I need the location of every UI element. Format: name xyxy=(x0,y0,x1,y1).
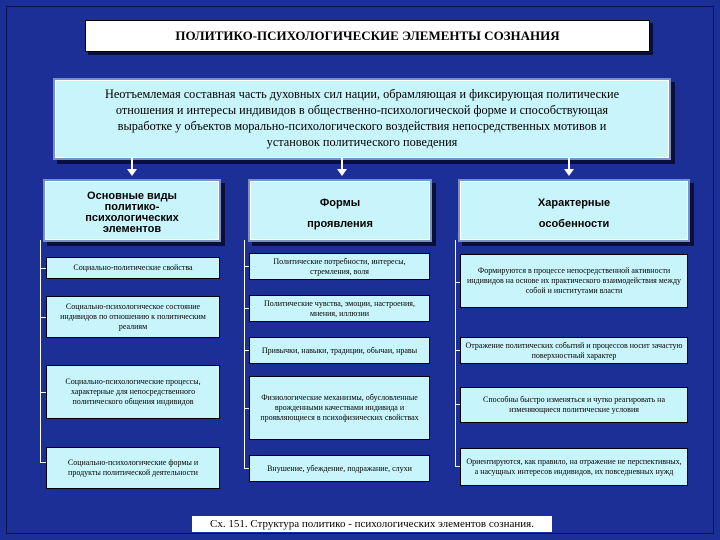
connector xyxy=(455,240,456,466)
arrow-down-icon xyxy=(337,169,347,176)
form-box: Физиологические механизмы, обусловленные врожденными качествами индивида и проявляющиеся в психофизических свойствах xyxy=(249,376,430,440)
header-line: особенности xyxy=(538,218,610,230)
connector xyxy=(40,240,41,462)
definition-line: выработке у объектов морально-психологического воздействия непосредственных мотивов и xyxy=(117,119,607,133)
header-line: Формы xyxy=(319,197,361,209)
definition-box xyxy=(55,80,669,158)
header-line: проявления xyxy=(307,218,373,230)
header-line: политико- xyxy=(104,201,160,213)
header-line: элементов xyxy=(102,223,162,235)
feature-box: Способны быстро изменяться и чутко реагировать на изменяющиеся политические условия xyxy=(460,387,688,423)
definition-line: отношения и интересы индивидов в общественно-психологической форме и способствующая xyxy=(115,103,609,117)
header-forms xyxy=(250,181,430,240)
definition-line: Неотъемлемая составная часть духовных сил нации, обрамляющая и фиксирующая политические xyxy=(104,87,620,101)
form-box: Политические чувства, эмоции, настроения, мнения, иллюзии xyxy=(249,295,430,322)
diagram-caption: Сх. 151. Структура политико - психологических элементов сознания. xyxy=(192,516,552,532)
arrow-down-icon xyxy=(564,169,574,176)
definition-line: установок политического поведения xyxy=(266,135,458,149)
header-line: психологических xyxy=(85,212,179,224)
form-box: Внушение, убеждение, подражание, слухи xyxy=(249,455,430,482)
feature-box: Ориентируются, как правило, на отражение не перспективных, а насущных интересов индивидов, их повседневных нужд xyxy=(460,448,688,486)
header-types xyxy=(45,181,219,240)
connector xyxy=(244,240,245,468)
type-box: Социально-политические свойства xyxy=(46,257,220,279)
type-box: Социально-психологические формы и продукты политической деятельности xyxy=(46,447,220,489)
feature-box: Формируются в процессе непосредственной активности индивидов на основе их практического взаимодействия между собой и институтами власти xyxy=(460,254,688,308)
form-box: Политические потребности, интересы, стремления, воля xyxy=(249,253,430,280)
header-line: Основные виды xyxy=(87,190,177,202)
arrow-down-icon xyxy=(127,169,137,176)
type-box: Социально-психологическое состояние индивидов по отношению к политическим реалиям xyxy=(46,296,220,338)
diagram-title: ПОЛИТИКО-ПСИХОЛОГИЧЕСКИЕ ЭЛЕМЕНТЫ СОЗНАНИЯ xyxy=(85,20,650,52)
form-box: Привычки, навыки, традиции, обычаи, нравы xyxy=(249,337,430,364)
type-box: Социально-психологические процессы, характерные для непосредственного политического общения индивидов xyxy=(46,365,220,419)
header-line: Характерные xyxy=(537,197,611,209)
header-features xyxy=(460,181,688,240)
feature-box: Отражение политических событий и процессов носит зачастую поверхностный характер xyxy=(460,337,688,364)
